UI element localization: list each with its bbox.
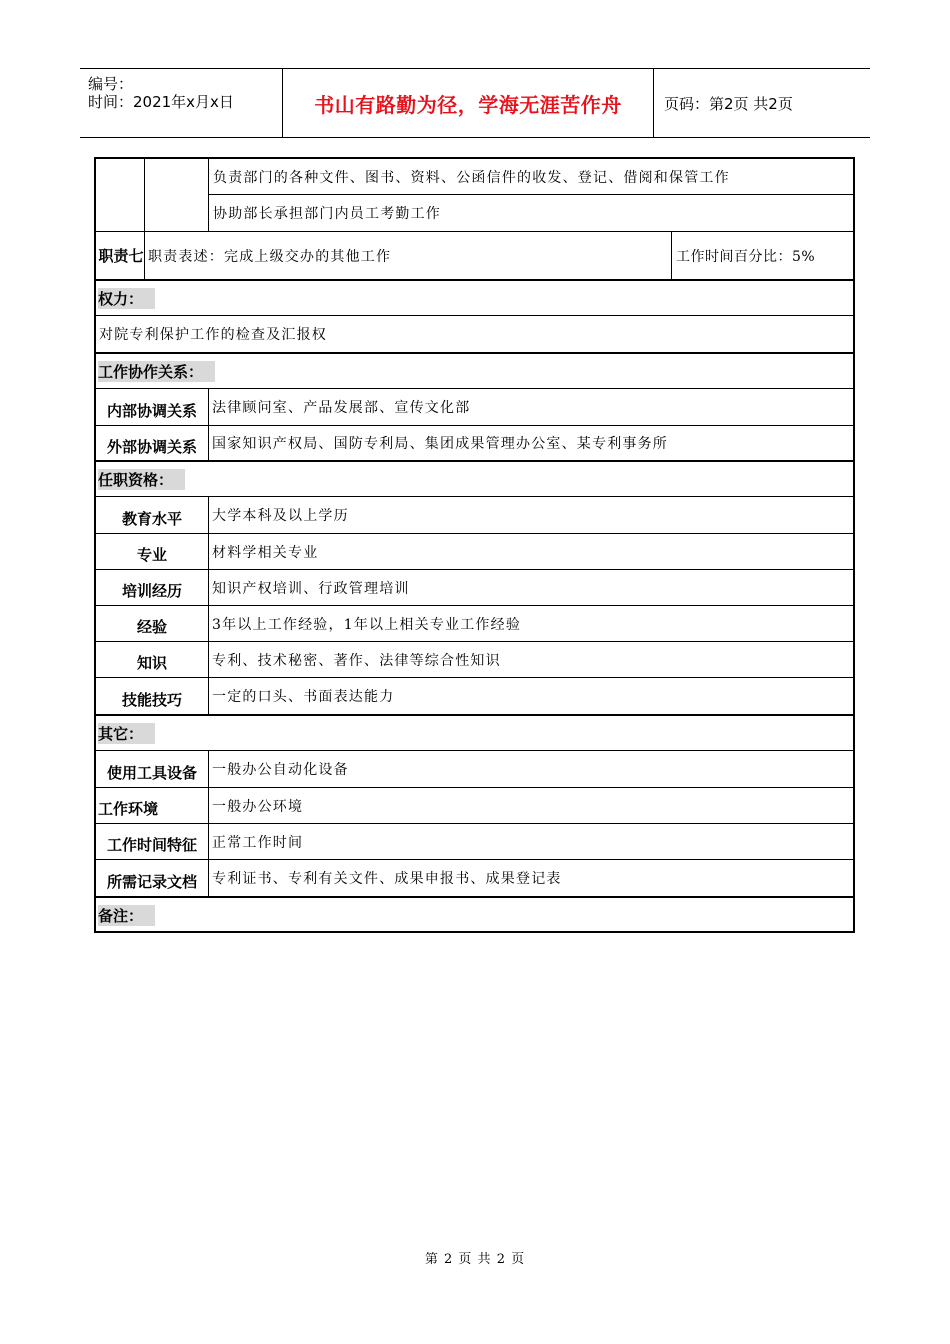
tools-value: 一般办公自动化设备 (212, 762, 349, 778)
environment-value: 一般办公环境 (212, 798, 304, 815)
records-label: 所需记录文档 (106, 872, 197, 891)
motto-text: 书山有路勤为径，学海无涯苦作舟 (314, 92, 622, 117)
job-description-table (94, 157, 855, 933)
header-page-cell (654, 69, 870, 137)
doc-date-label: 时间：2021年x月x日 (88, 93, 234, 111)
header-motto-cell (283, 69, 654, 137)
training-label: 培训经历 (121, 582, 182, 600)
experience-value: 3年以上工作经验，1年以上相关专业工作经验 (212, 616, 522, 633)
environment-label: 工作环境 (98, 800, 159, 818)
other-section-title (96, 716, 855, 750)
remarks-title-text: 备注： (98, 905, 155, 926)
worktime-value: 正常工作时间 (212, 834, 304, 851)
page-header (80, 68, 870, 138)
training-value: 知识产权培训、行政管理培训 (212, 580, 410, 597)
knowledge-label: 知识 (136, 654, 167, 672)
authority-title-text: 权力： (98, 288, 155, 309)
duty7-time-percent: 工作时间百分比：5% (676, 248, 816, 265)
qualification-section-title (96, 462, 855, 496)
page-footer: 第 2 页 共 2 页 (424, 1252, 526, 1267)
tools-label: 使用工具设备 (106, 763, 197, 782)
major-label: 专业 (136, 546, 167, 564)
major-value: 材料学相关专业 (212, 544, 319, 561)
other-title-text: 其它： (98, 723, 155, 744)
qualification-title-text: 任职资格： (98, 469, 185, 490)
page-info: 页码：第2页 共2页 (664, 94, 793, 113)
header-meta (80, 69, 283, 137)
education-value: 大学本科及以上学历 (212, 508, 349, 524)
remarks-section-title (96, 898, 855, 933)
internal-relation-label: 内部协调关系 (106, 401, 197, 420)
authority-content: 对院专利保护工作的检查及汇报权 (99, 327, 327, 343)
duty7-description: 职责表述：完成上级交办的其他工作 (148, 248, 392, 265)
knowledge-value: 专利、技术秘密、著作、法律等综合性知识 (212, 652, 501, 669)
collaboration-title-text: 工作协作关系： (98, 361, 215, 382)
experience-label: 经验 (136, 618, 167, 636)
worktime-label: 工作时间特征 (106, 836, 197, 854)
external-relation-label: 外部协调关系 (106, 437, 197, 456)
education-label: 教育水平 (121, 509, 182, 528)
skills-label: 技能技巧 (121, 690, 182, 709)
records-value: 专利证书、专利有关文件、成果申报书、成果登记表 (212, 871, 562, 887)
doc-number-label: 编号： (88, 75, 134, 93)
collaboration-section-title (96, 354, 855, 388)
duty-item-1: 负责部门的各种文件、图书、资料、公函信件的收发、登记、借阅和保管工作 (213, 169, 730, 186)
duty7-label: 职责七 (98, 247, 144, 265)
duty-item-2: 协助部长承担部门内员工考勤工作 (213, 206, 441, 222)
external-relation-value: 国家知识产权局、国防专利局、集团成果管理办公室、某专利事务所 (212, 436, 668, 452)
internal-relation-value: 法律顾问室、产品发展部、宣传文化部 (212, 400, 471, 416)
authority-section-title (96, 281, 855, 315)
skills-value: 一定的口头、书面表达能力 (212, 689, 395, 705)
